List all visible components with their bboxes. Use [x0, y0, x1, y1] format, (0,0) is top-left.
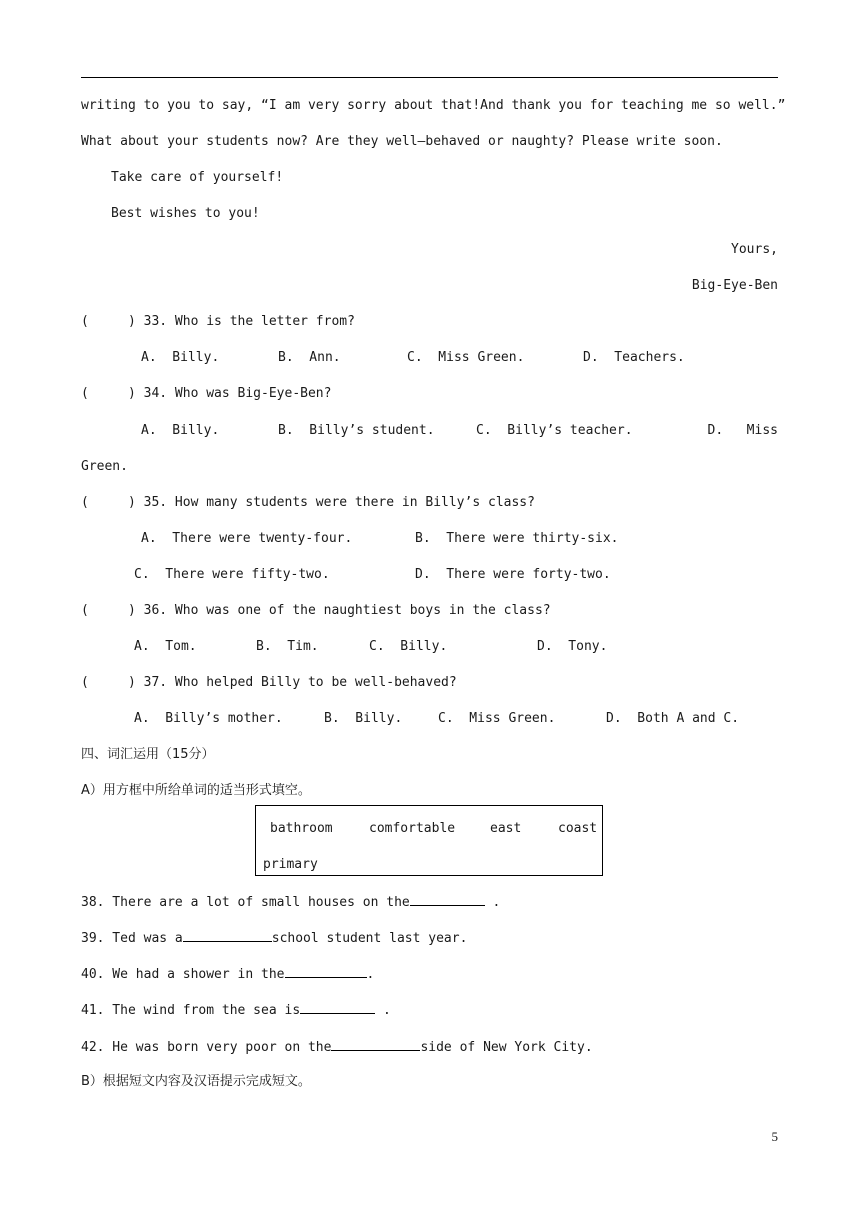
q36-option-c: C. Billy.: [369, 639, 448, 654]
question-33: ( ) 33. Who is the letter from?: [81, 314, 355, 329]
fill-41-text: 41. The wind from the sea is: [81, 1003, 301, 1018]
fill-39-end: school student last year.: [271, 931, 468, 946]
question-35: ( ) 35. How many students were there in Billy’s class?: [81, 495, 535, 510]
fill-39: [81, 928, 467, 948]
fill-41: [81, 1000, 391, 1020]
fill-42-text: 42. He was born very poor on the: [81, 1040, 332, 1055]
q37-option-b: B. Billy.: [324, 711, 403, 726]
q35-option-b: B. There were thirty-six.: [415, 531, 619, 546]
letter-line-1: writing to you to say, “I am very sorry about that!And thank you for teaching me so well.”: [81, 98, 786, 113]
part-a-instruction: A）用方框中所给单词的适当形式填空。: [81, 783, 311, 798]
word-comfortable: comfortable: [369, 821, 456, 836]
q34-option-d: D. Miss: [707, 423, 778, 438]
fill-40: [81, 964, 374, 984]
q34-option-d-wrap: Green.: [81, 459, 128, 474]
q33-option-d: D. Teachers.: [583, 350, 685, 365]
fill-40-text: 40. We had a shower in the: [81, 967, 285, 982]
letter-closing: Yours,: [731, 242, 778, 257]
q36-option-b: B. Tim.: [256, 639, 319, 654]
q34-option-c: C. Billy’s teacher.: [476, 423, 633, 438]
question-36: ( ) 36. Who was one of the naughtiest boys in the class?: [81, 603, 551, 618]
letter-wishes: Best wishes to you!: [111, 206, 260, 221]
q37-option-a: A. Billy’s mother.: [134, 711, 283, 726]
fill-40-end: .: [366, 967, 375, 982]
fill-42: [81, 1037, 593, 1057]
fill-38: [81, 892, 500, 912]
q33-option-a: A. Billy.: [141, 350, 220, 365]
q36-option-a: A. Tom.: [134, 639, 197, 654]
section-title: 四、词汇运用（15分）: [81, 747, 215, 762]
question-34: ( ) 34. Who was Big-Eye-Ben?: [81, 386, 332, 401]
word-primary: primary: [263, 857, 318, 872]
fill-41-blank[interactable]: [300, 1000, 375, 1014]
fill-42-blank[interactable]: [331, 1037, 420, 1051]
fill-41-end: .: [375, 1003, 391, 1018]
q36-option-d: D. Tony.: [537, 639, 608, 654]
fill-38-blank[interactable]: [410, 892, 485, 906]
letter-signature: Big-Eye-Ben: [691, 278, 778, 293]
word-box: [255, 805, 603, 876]
fill-38-end: .: [484, 895, 501, 910]
q37-option-d: D. Both A and C.: [606, 711, 740, 726]
q33-option-b: B. Ann.: [278, 350, 341, 365]
word-bathroom: bathroom: [270, 821, 333, 836]
q37-option-c: C. Miss Green.: [438, 711, 556, 726]
page-number: 5: [771, 1129, 778, 1144]
q35-option-a: A. There were twenty-four.: [141, 531, 353, 546]
word-coast: coast: [558, 821, 598, 836]
letter-care: Take care of yourself!: [111, 170, 284, 185]
q33-option-c: C. Miss Green.: [407, 350, 525, 365]
fill-39-blank[interactable]: [183, 928, 272, 942]
part-b-instruction: B）根据短文内容及汉语提示完成短文。: [81, 1074, 311, 1089]
fill-40-blank[interactable]: [285, 964, 367, 978]
fill-42-end: side of New York City.: [420, 1040, 593, 1055]
word-east: east: [490, 821, 522, 836]
q35-option-c: C. There were fifty-two.: [134, 567, 330, 582]
q34-option-b: B. Billy’s student.: [278, 423, 435, 438]
fill-38-text: 38. There are a lot of small houses on the: [81, 895, 410, 910]
letter-line-2: What about your students now? Are they well—behaved or naughty? Please write soon.: [81, 134, 723, 149]
q34-option-a: A. Billy.: [141, 423, 220, 438]
fill-39-text: 39. Ted was a: [81, 931, 183, 946]
question-37: ( ) 37. Who helped Billy to be well-behaved?: [81, 675, 457, 690]
q35-option-d: D. There were forty-two.: [415, 567, 611, 582]
header-rule: [81, 77, 778, 78]
